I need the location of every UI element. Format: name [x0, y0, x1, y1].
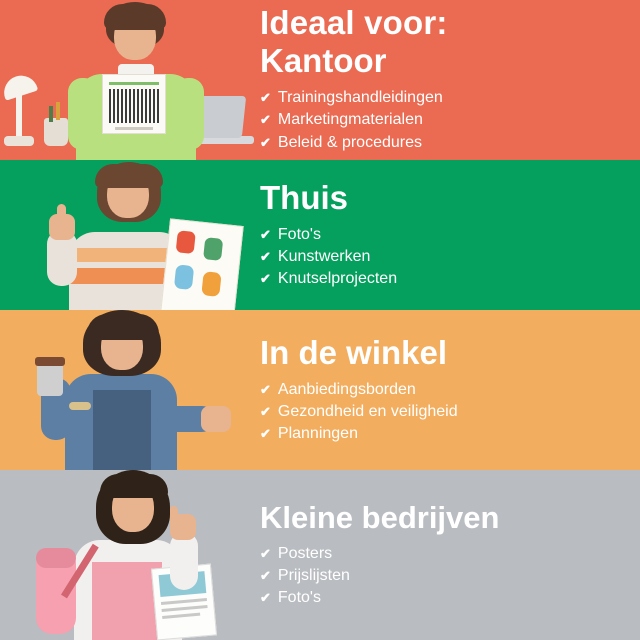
store-bullet-list: [260, 379, 622, 445]
person-apron: [93, 390, 151, 470]
check-icon: ✔: [260, 382, 271, 398]
office-person: [60, 2, 210, 160]
person-arm-right: [170, 532, 198, 590]
section-small-business: [0, 470, 640, 640]
home-text: [260, 180, 640, 291]
store-person: [35, 310, 215, 470]
office-bullet-list: [260, 87, 622, 153]
person-fringe: [87, 314, 159, 340]
person-fringe: [95, 164, 163, 188]
lamp-stand-icon: [16, 94, 22, 138]
list-item: [260, 401, 622, 423]
printed-document: [102, 74, 166, 134]
section-home: [0, 160, 640, 310]
list-item: [260, 543, 622, 565]
coffee-cup-icon: [37, 362, 63, 396]
small-business-bullet-list: [260, 543, 622, 609]
store-text: [260, 335, 640, 446]
artwork-sheet: [160, 218, 243, 310]
check-icon: ✔: [260, 568, 271, 583]
thumb-icon: [57, 204, 66, 220]
list-item-label: Kunstwerken: [277, 248, 371, 266]
check-icon: ✔: [260, 426, 271, 442]
watch-icon: [69, 402, 91, 410]
section-store: [0, 310, 640, 470]
home-heading: Thuis: [260, 178, 348, 216]
check-icon: ✔: [260, 590, 271, 606]
check-icon: ✔: [260, 404, 271, 420]
list-item: [260, 268, 622, 290]
section-office: [0, 0, 640, 160]
list-item-label: Gezondheid en veiligheid: [277, 403, 458, 421]
list-item: [260, 109, 622, 131]
list-item-label: Posters: [277, 544, 333, 562]
lamp-shade-icon: [0, 71, 38, 101]
list-item-label: Aanbiedingsborden: [277, 381, 416, 399]
list-item-label: Beleid & procedures: [277, 133, 422, 151]
check-icon: ✔: [260, 227, 271, 243]
small-business-person: [40, 470, 220, 640]
list-item: [260, 224, 622, 246]
person-fringe: [104, 4, 166, 30]
person-arm-right: [174, 78, 204, 150]
poster-title: Ideaal voor:: [260, 4, 448, 42]
list-item: [260, 379, 622, 401]
list-item: [260, 132, 622, 154]
office-text: [260, 6, 640, 153]
small-business-photo: [0, 470, 260, 640]
list-item-label: Foto's: [277, 589, 321, 607]
office-photo: [0, 0, 260, 160]
list-item-label: Knutselprojecten: [277, 270, 398, 288]
list-item: [260, 87, 622, 109]
thumb-icon: [169, 506, 178, 522]
home-person: [45, 162, 215, 310]
list-item-label: Prijslijsten: [277, 567, 350, 584]
lamp-base-icon: [4, 136, 34, 146]
list-item: [260, 246, 622, 268]
check-icon: ✔: [260, 90, 271, 106]
check-icon: ✔: [260, 112, 271, 128]
person-fringe: [100, 474, 168, 498]
list-item-label: Trainingshandleidingen: [277, 89, 443, 107]
small-business-text: [260, 501, 640, 609]
list-item: [260, 565, 622, 587]
check-icon: ✔: [260, 249, 271, 265]
list-item-label: Planningen: [277, 425, 358, 443]
pointing-hand-icon: [201, 406, 231, 432]
office-heading: Kantoor: [260, 42, 387, 80]
store-heading: In de winkel: [260, 333, 448, 371]
pencil-icon: [49, 106, 53, 122]
home-photo: [0, 160, 260, 310]
coffee-lid-icon: [35, 357, 65, 366]
yoga-mat-end-icon: [36, 548, 76, 568]
person-arm-left: [68, 78, 98, 150]
home-bullet-list: [260, 224, 622, 290]
check-icon: ✔: [260, 545, 271, 561]
small-business-heading: Kleine bedrijven: [260, 499, 500, 535]
list-item: [260, 423, 622, 445]
store-photo: [0, 310, 260, 470]
list-item: [260, 587, 622, 609]
check-icon: ✔: [260, 271, 271, 287]
check-icon: ✔: [260, 134, 271, 150]
list-item-label: Marketingmaterialen: [277, 111, 423, 129]
list-item-label: Foto's: [277, 226, 321, 244]
